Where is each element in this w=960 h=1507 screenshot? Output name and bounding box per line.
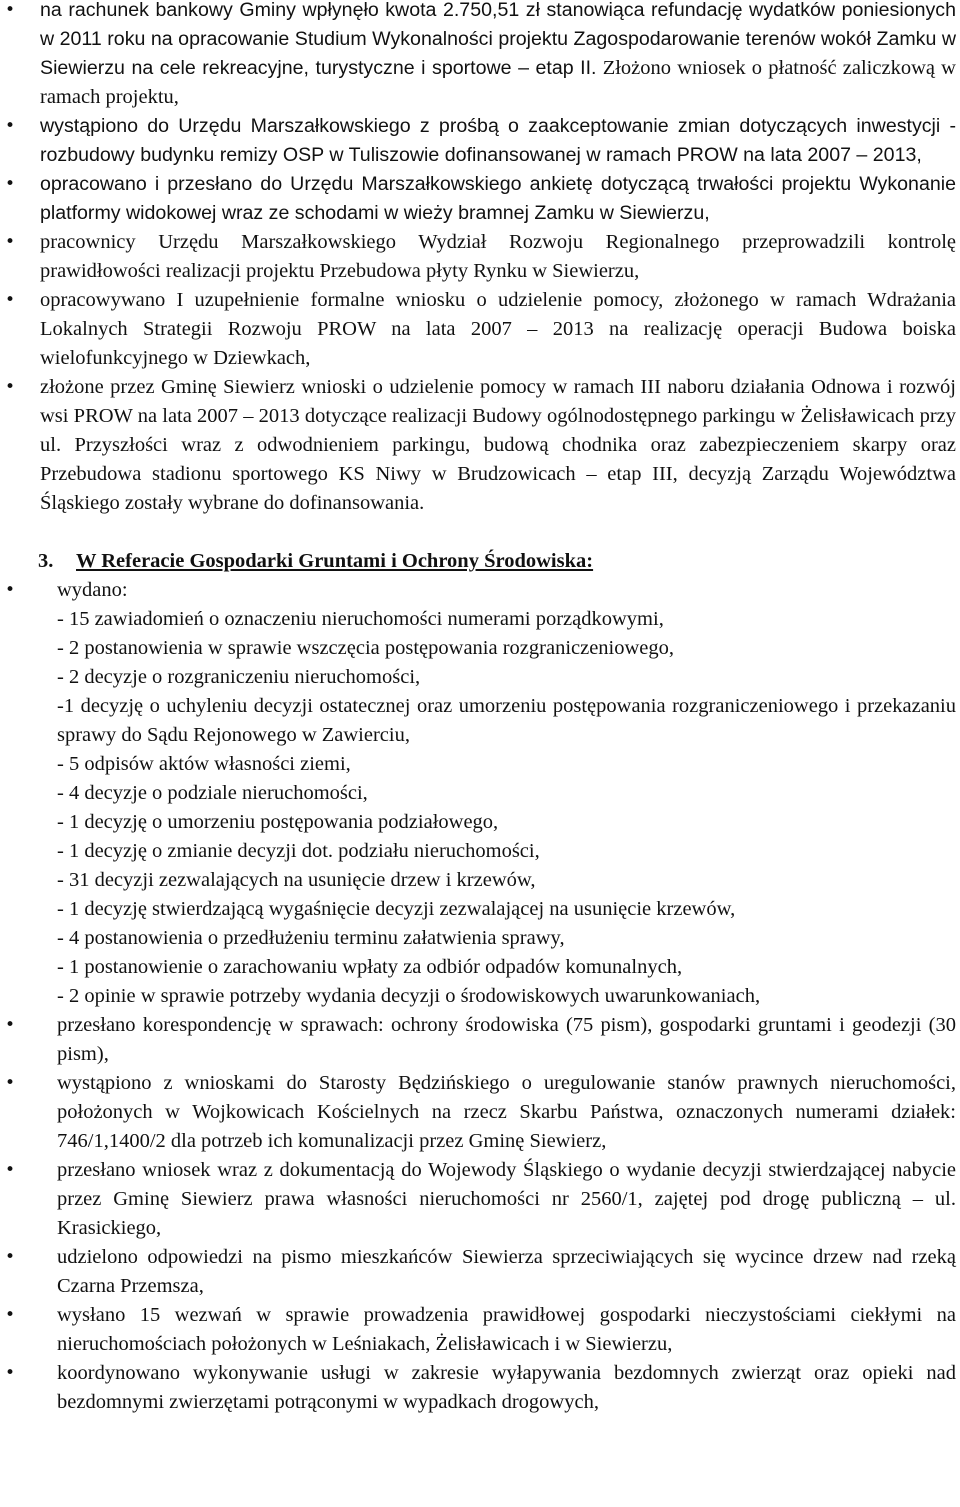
list-item — [0, 170, 960, 228]
list-item — [0, 228, 960, 286]
sub-list-item: - 4 postanowienia o przedłużeniu terminu załatwienia sprawy, — [57, 927, 565, 949]
section-title: W Referacie Gospodarki Gruntami i Ochrony Środowiska: — [76, 550, 594, 572]
list-item-text: na rachunek bankowy Gminy wpłynęło kwota 2.750,51 zł stanowiąca refundację wydatków poniesionych w 2011 roku na opracowanie Studium Wykonalności projektu Zagospodarowanie terenów wokół Zamku w Siewierzu na cele rekreacyjne, turystyczne i sportowe – etap II. — [40, 0, 956, 79]
sub-list-item: - 5 odpisów aktów własności ziemi, — [57, 753, 351, 775]
sub-list-item: - 2 opinie w sprawie potrzeby wydania decyzji o środowiskowych uwarunkowaniach, — [57, 985, 761, 1007]
sub-list-item: - 2 postanowienia w sprawie wszczęcia postępowania rozgraniczeniowego, — [57, 637, 675, 659]
list-item — [0, 0, 960, 112]
list-item-label: wydano: — [57, 579, 128, 601]
sub-list-item: -1 decyzję o uchyleniu decyzji ostatecznej oraz umorzeniu postępowania rozgraniczeniowego i przekazaniu sprawy do Sądu Rejonowego w Zawierciu, — [57, 695, 956, 746]
list-item-text: opracowano i przesłano do Urzędu Marszałkowskiego ankietę dotyczącą trwałości projektu Wykonanie platformy widokowej wraz ze schodami w wieży bramnej Zamku w Siewierzu, — [40, 173, 956, 224]
issued-sub-list — [0, 605, 960, 1011]
list-item — [0, 1011, 960, 1069]
sub-list-item: - 15 zawiadomień o oznaczeniu nieruchomości numerami porządkowymi, — [57, 608, 664, 630]
list-item-text: wystąpiono do Urzędu Marszałkowskiego z prośbą o zaakceptowanie zmian dotyczących inwestycji - rozbudowy budynku remizy OSP w Tuliszowie dofinansowanej w ramach PROW na lata 2007 – 2013, — [40, 115, 956, 166]
list-item — [0, 1243, 960, 1301]
list-item-text: koordynowano wykonywanie usługi w zakresie wyłapywania bezdomnych zwierząt oraz opieki nad bezdomnymi zwierzętami potrąconymi w wypadkach drogowych, — [57, 1362, 956, 1413]
list-item — [0, 373, 960, 518]
list-item-text: przesłano korespondencję w sprawach: ochrony środowiska (75 pism), gospodarki gruntami i geodezji (30 pism), — [57, 1014, 956, 1065]
list-item-text: wystąpiono z wnioskami do Starosty Będzińskiego o uregulowanie stanów prawnych nieruchomości, położonych w Wojkowicach Kościelnych na rzecz Skarbu Państwa, oznaczonych numerami działek: 746/1,1400/2 dla potrzeb ich komunalizacji przez Gminę Siewierz, — [57, 1072, 956, 1152]
sub-list-item: - 1 decyzję o umorzeniu postępowania podziałowego, — [57, 811, 499, 833]
sub-list-item: - 1 decyzję stwierdzającą wygaśnięcie decyzji zezwalającej na usunięcie krzewów, — [57, 898, 736, 920]
section-heading — [0, 547, 960, 576]
list-item-text: pracownicy Urzędu Marszałkowskiego Wydział Rozwoju Regionalnego przeprowadzili kontrolę prawidłowości realizacji projektu Przebudowa płyty Rynku w Siewierzu, — [40, 231, 956, 282]
sub-list-item: - 1 decyzję o zmianie decyzji dot. podziału nieruchomości, — [57, 840, 540, 862]
list-item — [0, 1301, 960, 1359]
list-item-text: wysłano 15 wezwań w sprawie prowadzenia prawidłowej gospodarki nieczystościami ciekłymi na nieruchomościach położonych w Leśniakach, Żelisławicach i w Siewierzu, — [57, 1304, 956, 1355]
list-item-text: udzielono odpowiedzi na pismo mieszkańców Siewierza sprzeciwiających się wycince drzew nad rzeką Czarna Przemsza, — [57, 1246, 956, 1297]
list-item — [0, 1069, 960, 1156]
list-item-issued — [0, 576, 960, 605]
list-item — [0, 286, 960, 373]
section-number: 3. — [38, 550, 54, 572]
list-item — [0, 112, 960, 170]
sub-list-item: - 2 decyzje o rozgraniczeniu nieruchomości, — [57, 666, 421, 688]
list-item-text: Złożono wniosek o płatność zaliczkową w ramach projektu, — [40, 57, 956, 108]
list-item-text: przesłano wniosek wraz z dokumentacją do Wojewody Śląskiego o wydanie decyzji stwierdzającej nabycie przez Gminę Siewierz prawa własności nieruchomości nr 2560/1, zajętej pod drogę publiczną – ul. Krasickiego, — [57, 1159, 956, 1239]
sub-list-item: - 4 decyzje o podziale nieruchomości, — [57, 782, 368, 804]
list-item — [0, 1156, 960, 1243]
list-item-text: złożone przez Gminę Siewierz wnioski o udzielenie pomocy w ramach III naboru działania Odnowa i rozwój wsi PROW na lata 2007 – 2013 dotyczące realizacji Budowy ogólnodostępnego parkingu w Żelisławicach przy ul. Przyszłości wraz z odwodnieniem parkingu, budową chodnika oraz zabezpieczeniem skarpy oraz Przebudowa stadionu sportowego KS Niwy w Brudzowicach – etap III, decyzją Zarządu Województwa Śląskiego zostały wybrane do dofinansowania. — [40, 376, 956, 514]
sub-list-item: - 1 postanowienie o zarachowaniu wpłaty za odbiór odpadów komunalnych, — [57, 956, 683, 978]
sub-list-item: - 31 decyzji zezwalających na usunięcie drzew i krzewów, — [57, 869, 536, 891]
list-item — [0, 1359, 960, 1417]
list-item-text: opracowywano I uzupełnienie formalne wniosku o udzielenie pomocy, złożonego w ramach Wdrażania Lokalnych Strategii Rozwoju PROW na lata 2007 – 2013 na realizację operacji Budowa boiska wielofunkcyjnego w Dziewkach, — [40, 289, 956, 369]
